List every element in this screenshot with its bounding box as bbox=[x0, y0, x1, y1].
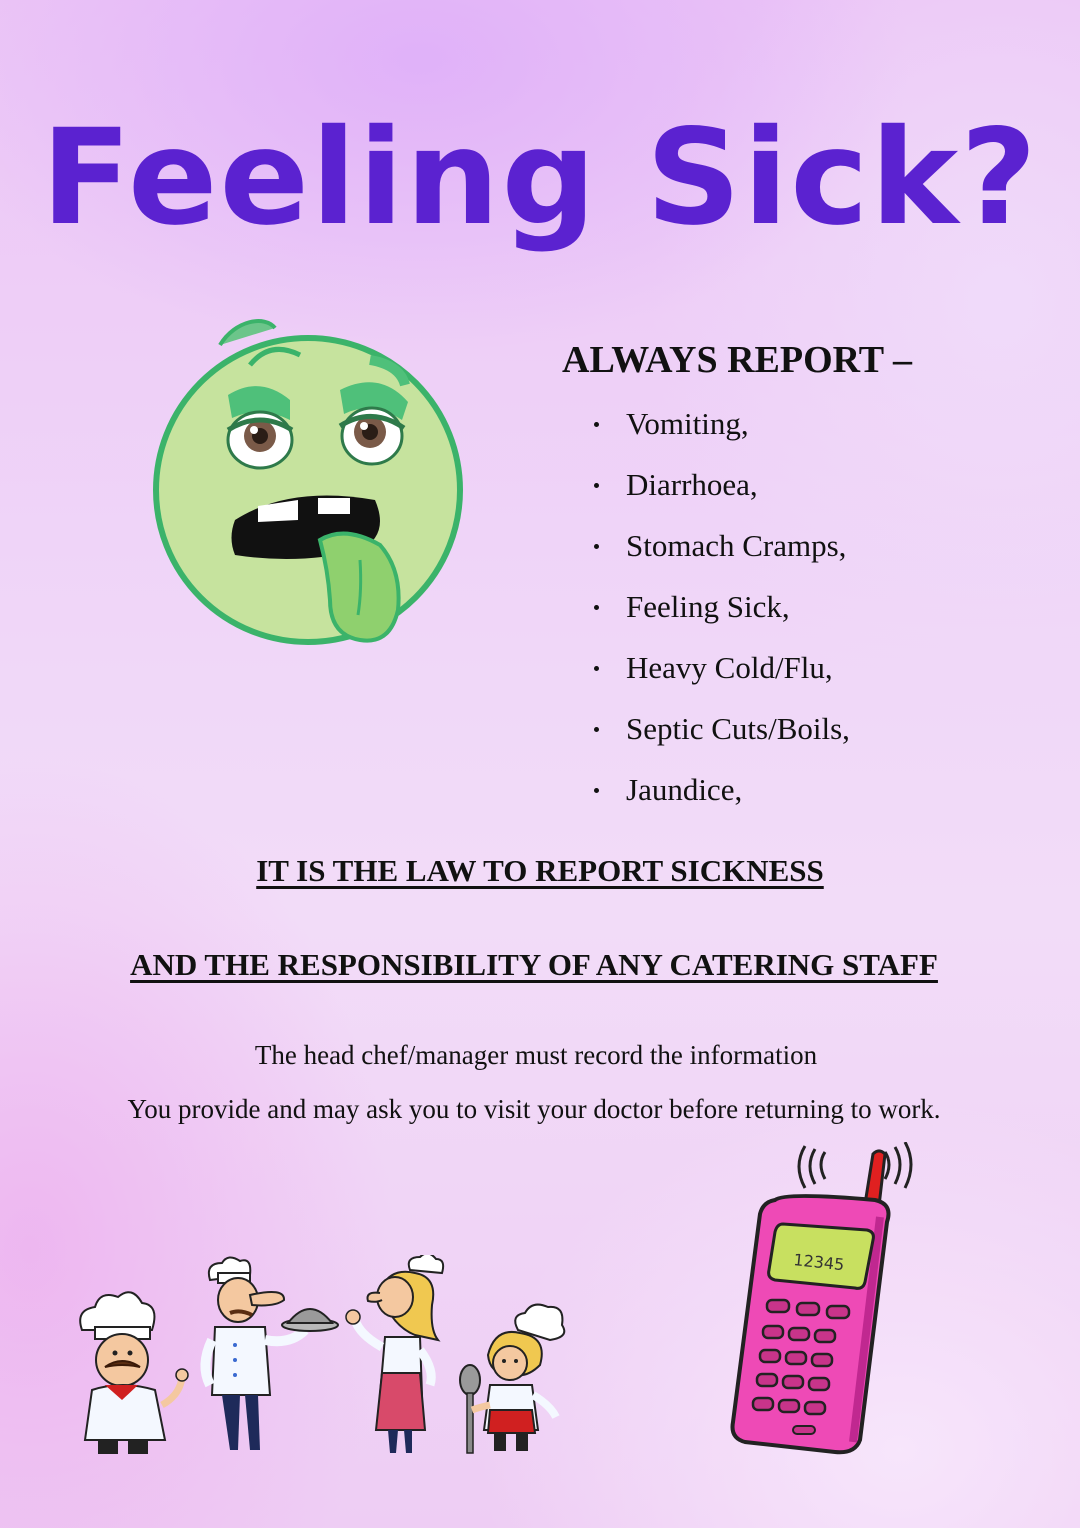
symptom-label: Stomach Cramps, bbox=[626, 528, 847, 563]
nauseous-face-icon bbox=[140, 310, 480, 660]
mobile-phone-icon bbox=[715, 1142, 940, 1457]
bullet-icon bbox=[594, 788, 599, 793]
list-item bbox=[590, 583, 850, 644]
bullet-icon bbox=[594, 483, 599, 488]
report-heading: ALWAYS REPORT – bbox=[562, 339, 912, 381]
bullet-icon bbox=[594, 666, 599, 671]
symptom-label: Septic Cuts/Boils, bbox=[626, 711, 850, 746]
chef-icon bbox=[346, 1255, 443, 1453]
bullet-icon bbox=[594, 422, 599, 427]
symptom-label: Jaundice, bbox=[626, 772, 743, 807]
list-item bbox=[590, 705, 850, 766]
phone-screen-text: 12345 bbox=[792, 1250, 846, 1275]
law-statement: IT IS THE LAW TO REPORT SICKNESS bbox=[256, 853, 824, 888]
list-item bbox=[590, 461, 850, 522]
info-line-2: You provide and may ask you to visit your doctor before returning to work. bbox=[127, 1094, 941, 1124]
bullet-icon bbox=[594, 605, 599, 610]
chefs-group-icon bbox=[70, 1255, 590, 1470]
page-title: Feeling Sick? bbox=[41, 101, 1039, 255]
responsibility-statement: AND THE RESPONSIBILITY OF ANY CATERING STAFF bbox=[130, 947, 938, 982]
chef-icon bbox=[80, 1292, 188, 1454]
chef-icon bbox=[205, 1257, 338, 1450]
list-item bbox=[590, 522, 850, 583]
info-line-1: The head chef/manager must record the information bbox=[254, 1040, 818, 1070]
bullet-icon bbox=[594, 727, 599, 732]
list-item bbox=[590, 400, 850, 461]
symptom-list bbox=[590, 400, 850, 827]
list-item bbox=[590, 766, 850, 827]
symptom-label: Diarrhoea, bbox=[626, 467, 758, 502]
symptom-label: Feeling Sick, bbox=[626, 589, 790, 624]
chef-icon bbox=[460, 1305, 564, 1453]
list-item bbox=[590, 644, 850, 705]
symptom-label: Vomiting, bbox=[626, 406, 749, 441]
bullet-icon bbox=[594, 544, 599, 549]
symptom-label: Heavy Cold/Flu, bbox=[626, 650, 833, 685]
